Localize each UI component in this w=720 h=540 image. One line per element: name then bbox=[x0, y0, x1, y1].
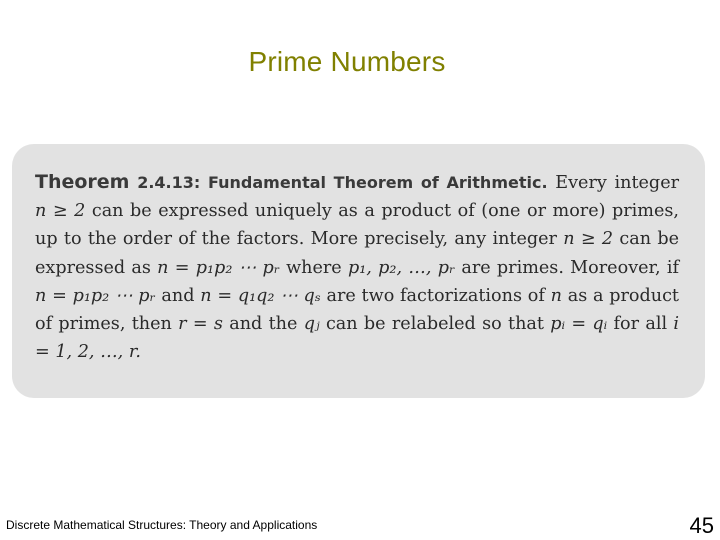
theorem-number: 2.4.13: bbox=[137, 173, 201, 192]
statement-text: can be expressed uniquely as a product of (one or more) primes, up to the order of the factors. More precisely, any integer bbox=[35, 201, 680, 250]
statement-text: can be relabeled so that bbox=[325, 314, 544, 335]
statement-text: can be expressed as bbox=[35, 229, 679, 278]
math-expression: r = s bbox=[178, 314, 223, 335]
statement-text: Every integer bbox=[555, 173, 680, 193]
statement-text: are two factorizations of bbox=[326, 285, 545, 306]
statement-text: and the bbox=[229, 314, 298, 335]
math-expression: pᵢ = qᵢ bbox=[550, 314, 608, 335]
math-expression: qⱼ bbox=[303, 314, 320, 335]
math-expression: i = 1, 2, …, r. bbox=[35, 314, 680, 363]
math-expression: p₁, p₂, …, pᵣ bbox=[347, 257, 456, 278]
math-expression: n = p₁p₂ ⋯ pᵣ bbox=[35, 285, 156, 306]
slide-title: Prime Numbers bbox=[248, 46, 446, 77]
theorem-box bbox=[12, 144, 705, 398]
statement-text: as a product of primes, then bbox=[35, 285, 679, 335]
math-expression: n = p₁p₂ ⋯ pᵣ bbox=[157, 257, 280, 278]
math-expression: n = q₁q₂ ⋯ qₛ bbox=[200, 285, 321, 306]
math-expression: n ≥ 2 bbox=[35, 201, 86, 222]
theorem-text bbox=[35, 168, 679, 366]
math-expression: n bbox=[550, 285, 562, 306]
statement-text: for all bbox=[613, 314, 668, 335]
statement-text: where bbox=[286, 257, 342, 278]
footer-source: Discrete Mathematical Structures: Theory and Applications bbox=[6, 518, 318, 532]
page-number: 45 bbox=[689, 513, 714, 538]
theorem-label: Theorem bbox=[35, 171, 130, 193]
statement-text: and bbox=[161, 285, 195, 306]
statement-text: are primes. Moreover, if bbox=[461, 257, 679, 278]
theorem-name: Fundamental Theorem of Arithmetic. bbox=[207, 173, 548, 192]
math-expression: n ≥ 2 bbox=[563, 229, 614, 250]
